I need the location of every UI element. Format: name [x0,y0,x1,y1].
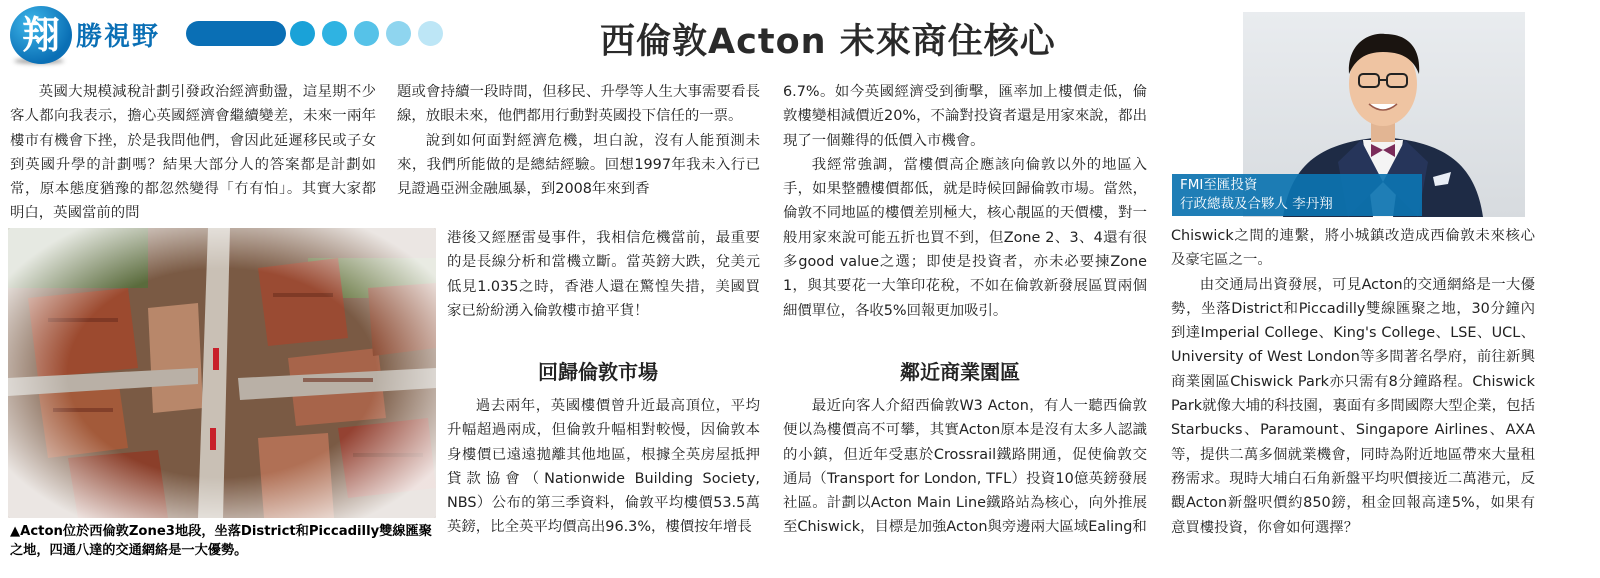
article-column-2-bottom [447,394,760,540]
article-column-4 [1171,224,1535,540]
decorative-dot [354,21,379,46]
article-column-3-bottom [783,394,1147,540]
paragraph: 港後又經歷雷曼事件，我相信危機當前，最重要的是長線分析和當機立斷。當英鎊大跌，兌美元低見1.035之時，香港人還在驚惶失措，美國買家已紛紛湧入倫敦樓市搶平貨！ [447,230,760,319]
author-label [1172,174,1422,216]
article-column-1 [10,80,376,226]
article-headline: 西倫敦Acton 未來商住核心 [600,22,1056,62]
paragraph: 說到如何面對經濟危機，坦白說，沒有人能預測未來，我們所能做的是總結經驗。回想1997年我未入行已見證過亞洲金融風暴，到2008年來到香 [397,132,760,198]
column-logo [10,6,72,64]
paragraph: 我經常強調，當樓價高企應該向倫敦以外的地區入手，如果整體樓價都低，就是時候回歸倫敦市場。當然，倫敦不同地區的樓價差別極大，核心靚區的天價樓，對一般用家來說可能五折也買不到，但Zone 2、3、4還有很多good value之選；即使是投資者，亦未必要揀Zone 1，與其要花一大筆印花稅，不如在倫敦新發展區買兩個細價單位，各收5%回報更加吸引。 [783,156,1147,319]
paragraph: 6.7%。如今英國經濟受到衝擊，匯率加上樓價走低，倫敦樓變相減價近20%，不論對投資者還是用家來說，都出現了一個難得的低價入市機會。 [783,84,1147,149]
photo-caption: ▲Acton位於西倫敦Zone3地段，坐落District和Piccadilly雙線匯聚之地，四通八達的交通網絡是一大優勢。 [10,524,432,558]
decorative-dot [386,21,411,46]
decorative-bar [186,21,286,46]
paragraph: 題或會持續一段時間，但移民、升學等人生大事需要看長線，放眼未來，他們都用行動對英國投下信任的一票。 [397,84,760,125]
aerial-town-illustration [8,228,436,518]
article-column-2-top [397,80,760,201]
paragraph: 英國大規模減稅計劃引發政治經濟動盪，這星期不少客人都向我表示，擔心英國經濟會繼續變差，未來一兩年樓市有機會下挫，於是我問他們，會因此延遲移民或子女到英國升學的計劃嗎？結果大部分人的答案都是計劃如常，原本態度猶豫的都忽然變得「冇有怕」。其實大家都明白，英國當前的問 [10,84,376,222]
decorative-dot [290,21,315,46]
article-column-2-middle [447,226,760,323]
logo-character: 翔 [21,13,60,57]
paragraph: 過去兩年，英國樓價曾升近最高頂位，平均升幅超過兩成，但倫敦升幅相對較慢，因倫敦本身樓價已遠遠拋離其他地區，根據全英房屋抵押貸款協會（Nationwide Building Society, NBS）公布的第三季資料，倫敦平均樓價53.5萬英鎊，比全英平均價高出96.3%，樓價按年增長 [447,398,760,536]
decorative-dot [322,21,347,46]
article-column-3-top [783,80,1147,323]
section-subheading: 回歸倫敦市場 [538,360,658,384]
author-company: FMI至匯投資 [1180,177,1258,193]
section-subheading: 鄰近商業園區 [900,360,1020,384]
decorative-dot [418,21,443,46]
paragraph: 最近向客人介紹西倫敦W3 Acton，有人一聽西倫敦便以為樓價高不可攀，其實Acton原本是沒有太多人認識的小鎮，但近年受惠於Crossrail鐵路開通，促使倫敦交通局（Transport for London, TFL）投資10億英鎊發展社區。計劃以Acton Main Line鐵路站為核心，向外推展至Chiswick，目標是加強Acton與旁邊兩大區域Ealing和 [783,398,1147,536]
aerial-town-photo [8,228,436,518]
paragraph: 由交通局出資發展，可見Acton的交通網絡是一大優勢，坐落District和Piccadilly雙線匯聚之地，30分鐘內到達Imperial College、King's College、LSE、UCL、University of West London等多間著名學府，前往新興商業園區Chiswick Park亦只需有8分鐘路程。Chiswick Park就像大埔的科技園，裏面有多間國際大型企業，包括Starbucks、Paramount、Singapore Airlines、AXA等，提供二萬多個就業機會，同時為附近地區帶來大量租務需求。現時大埔白石角新盤平均呎價接近二萬港元，反觀Acton新盤呎價約850鎊，租金回報高達5%，如果有意買樓投資，你會如何選擇？ [1171,276,1535,536]
column-name: 勝視野 [76,22,161,52]
author-title-name: 行政總裁及合夥人 李丹翔 [1180,196,1333,212]
paragraph: Chiswick之間的連繫，將小城鎮改造成西倫敦未來核心及豪宅區之一。 [1171,228,1535,269]
